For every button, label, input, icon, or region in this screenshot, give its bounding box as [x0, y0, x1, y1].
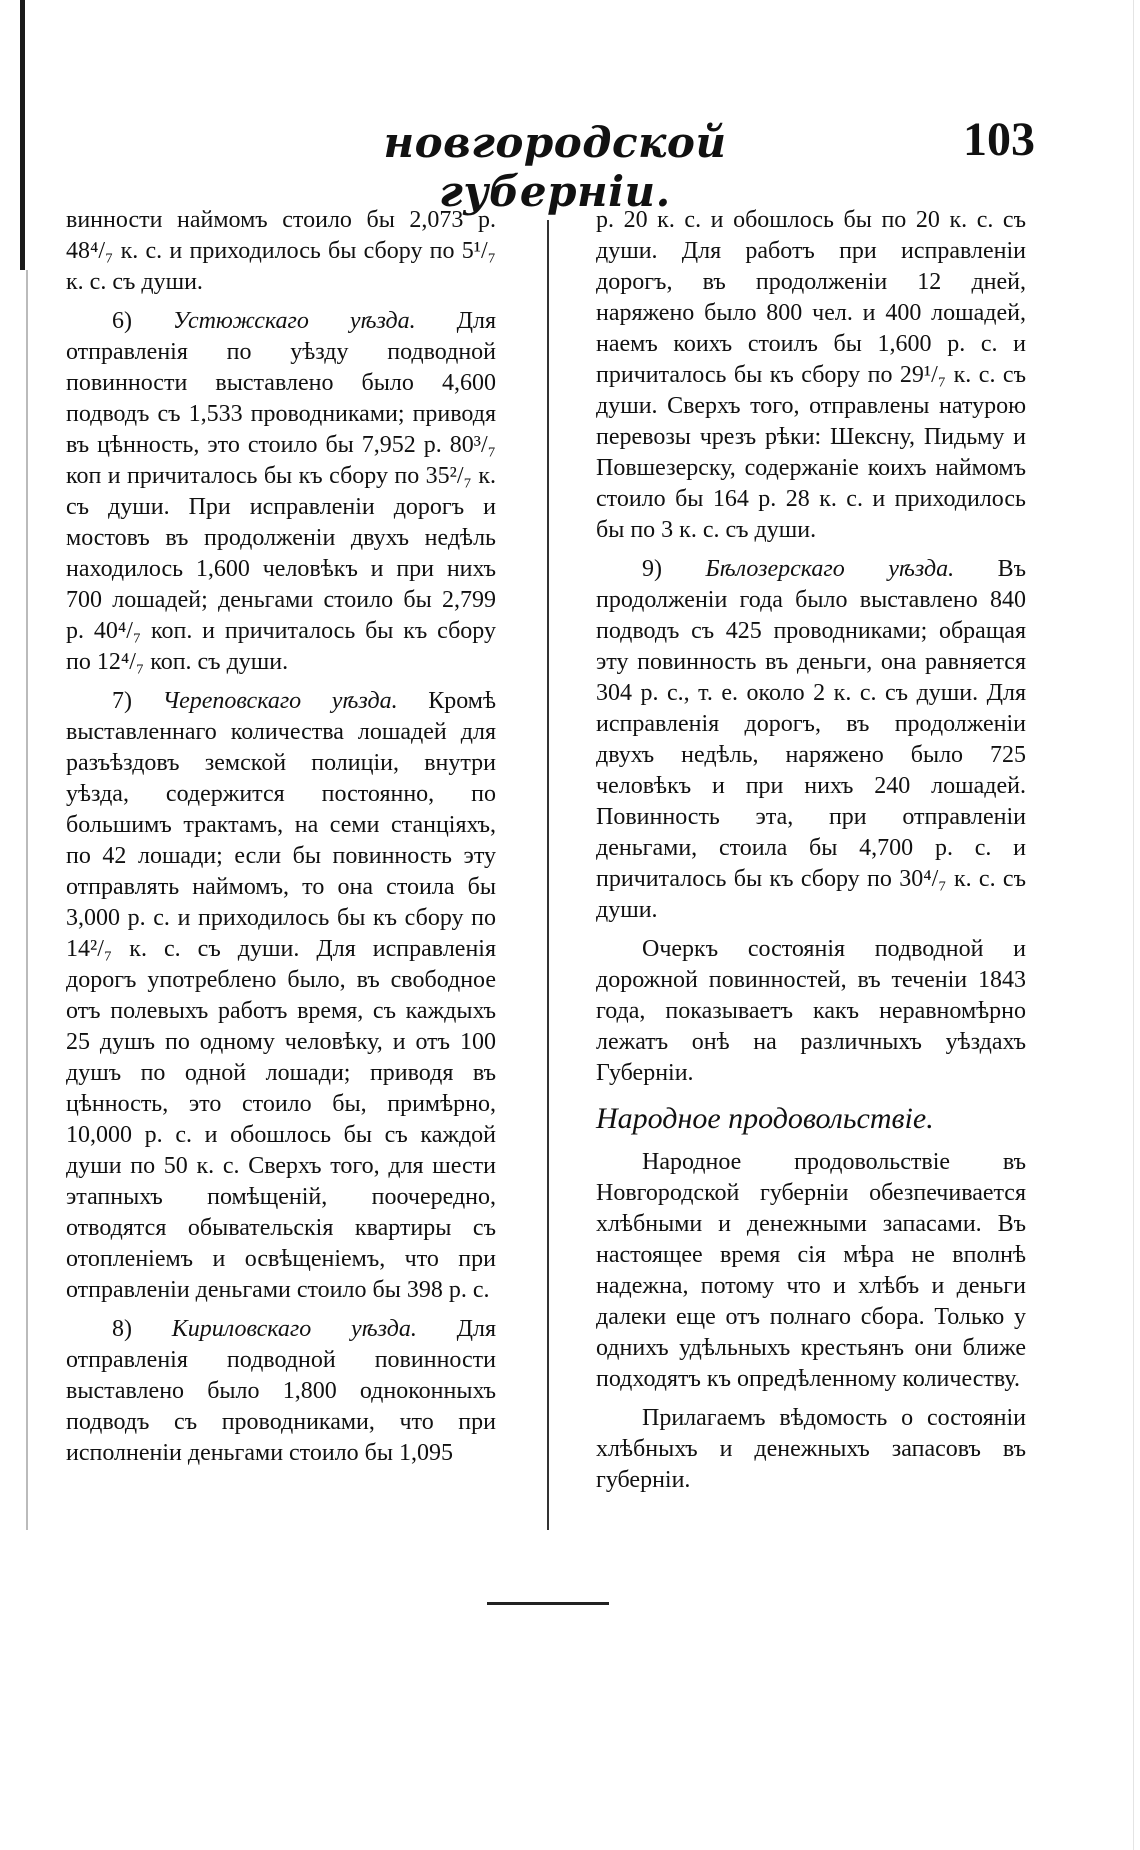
paragraph-continuation: [66, 205, 496, 298]
paragraph-text: Прилагаемъ вѣдомость о состояніи хлѣбныхъ и денежныхъ запасовъ въ губерніи.: [596, 1405, 1026, 1493]
page-binding-shadow: [26, 270, 28, 1530]
page-number: 103: [963, 113, 1035, 166]
paragraph-text: винности наймомъ стоило бы 2,073 р. 48⁴/₇ к. с. и приходилось бы сбору по 5¹/₇ к. с. съ души.: [66, 207, 496, 295]
paragraph-text: р. 20 к. с. и обошлось бы по 20 к. с. съ души. Для работъ при исправленіи дорогъ, въ продолженіи 12 дней, наряжено было 800 чел. и 400 лошадей, наемъ коихъ стоилъ бы 1,600 р. с. и причиталось бы къ сбору по 29¹/₇ к. с. съ души. Сверхъ того, отправлены натурою перевозы чрезъ рѣки: Шексну, Пидьму и Повшезерску, содержаніе коихъ наймомъ стоило бы 164 р. 28 к. с. и приходилось бы по 3 к. с. съ души.: [596, 207, 1026, 543]
paragraph-text: Для отправленія по уѣзду подводной повинности выставлено было 4,600 подводъ съ 1,533 проводниками; приводя въ цѣнность, это стоило бы 7,952 р. 80³/₇ коп и причиталось бы къ сбору по 35²/₇ к. съ души. При исправленіи дорогъ и мостовъ въ продолженіи двухъ недѣль находилось 1,600 человѣкъ и при нихъ 700 лошадей; деньгами стоило бы 2,799 р. 40⁴/₇ коп. и причиталось бы къ сбору по 12⁴/₇ коп. съ души.: [66, 308, 496, 675]
paragraph-text: Въ продолженіи года было выставлено 840 подводъ съ 425 проводниками; обращая эту повинность въ деньги, она равняется 304 р. с., т. е. около 2 к. с. съ души. Для исправленія дорогъ, въ продолженіи двухъ недѣль, наряжено было 725 человѣкъ и при нихъ 240 лошадей. Повинность эта, при отправленіи деньгами, стоила бы 4,700 р. с. и причиталось бы къ сбору по 30⁴/₇ к. с. съ души.: [596, 556, 1026, 923]
left-column: [66, 205, 496, 1477]
item-number: 6): [112, 308, 132, 334]
paragraph-attachment: [596, 1403, 1026, 1496]
paragraph-ustyuzhsky: [66, 306, 496, 678]
district-title: Устюжскаго уѣзда.: [172, 308, 416, 334]
district-title: Бѣлозерскаго уѣзда.: [705, 556, 955, 582]
paragraph-belozersky: [596, 554, 1026, 926]
paragraph-kirillovsky: [66, 1314, 496, 1469]
paragraph-text: Для отправленія подводной повинности выставлено было 1,800 одноконныхъ подводъ съ проводниками, что при исполненіи деньгами стоило бы 1,095: [66, 1316, 497, 1466]
end-rule: [487, 1602, 609, 1605]
paragraph-cherepovsky: [66, 686, 496, 1306]
item-number: 7): [112, 688, 132, 714]
column-divider: [547, 220, 549, 1530]
item-number: 9): [642, 556, 662, 582]
item-number: 8): [112, 1316, 132, 1342]
paragraph-continuation: [596, 205, 1026, 546]
section-heading: Народное продовольствіе.: [596, 1102, 934, 1135]
running-title: новгородской губерніи.: [383, 118, 727, 216]
page-right-edge: [1133, 0, 1134, 1850]
paragraph-text: Очеркъ состоянія подводной и дорожной повинностей, въ теченіи 1843 года, показываетъ какъ неравномѣрно лежатъ онѣ на различныхъ уѣздахъ Губерніи.: [596, 936, 1026, 1086]
district-title: Череповскаго уѣзда.: [162, 688, 398, 714]
paragraph-text: Народное продовольствіе въ Новгородской губерніи обезпечивается хлѣбными и денежными запасами. Въ настоящее время сія мѣра не вполнѣ надежна, потому что и хлѣбъ и деньги далеки еще отъ полнаго сбора. Только у однихъ удѣльныхъ крестьянъ они ближе подходятъ къ опредѣленному количеству.: [596, 1149, 1026, 1392]
paragraph-summary: [596, 934, 1026, 1089]
district-title: Кириловскаго уѣзда.: [171, 1316, 417, 1342]
paragraph-text: Кромѣ выставленнаго количества лошадей для разъѣздовъ земской полиціи, внутри уѣзда, содержится постоянно, по большимъ трактамъ, на семи станціяхъ, по 42 лошади; если бы повинность эту отправлять наймомъ, то она стоила бы 3,000 р. с. и приходилось бы къ сбору по 14²/₇ к. с. съ души. Для исправленія дорогъ употреблено было, въ свободное отъ полевыхъ работъ время, съ каждыхъ 25 душъ по одному человѣку, и отъ 100 душъ по одной лошади; приводя въ цѣнность, это стоило бы, примѣрно, 10,000 р. с. и обошлось бы съ каждой души по 50 к. с. Сверхъ того, для шести этапныхъ помѣщеній, поочередно, отводятся обывательскія квартиры съ отопленіемъ и освѣщеніемъ, что при отправленіи деньгами стоило бы 398 р. с.: [66, 688, 496, 1303]
paragraph-food-supply: [596, 1147, 1026, 1395]
right-column: [596, 205, 1026, 1504]
page-binding-edge: [20, 0, 25, 270]
